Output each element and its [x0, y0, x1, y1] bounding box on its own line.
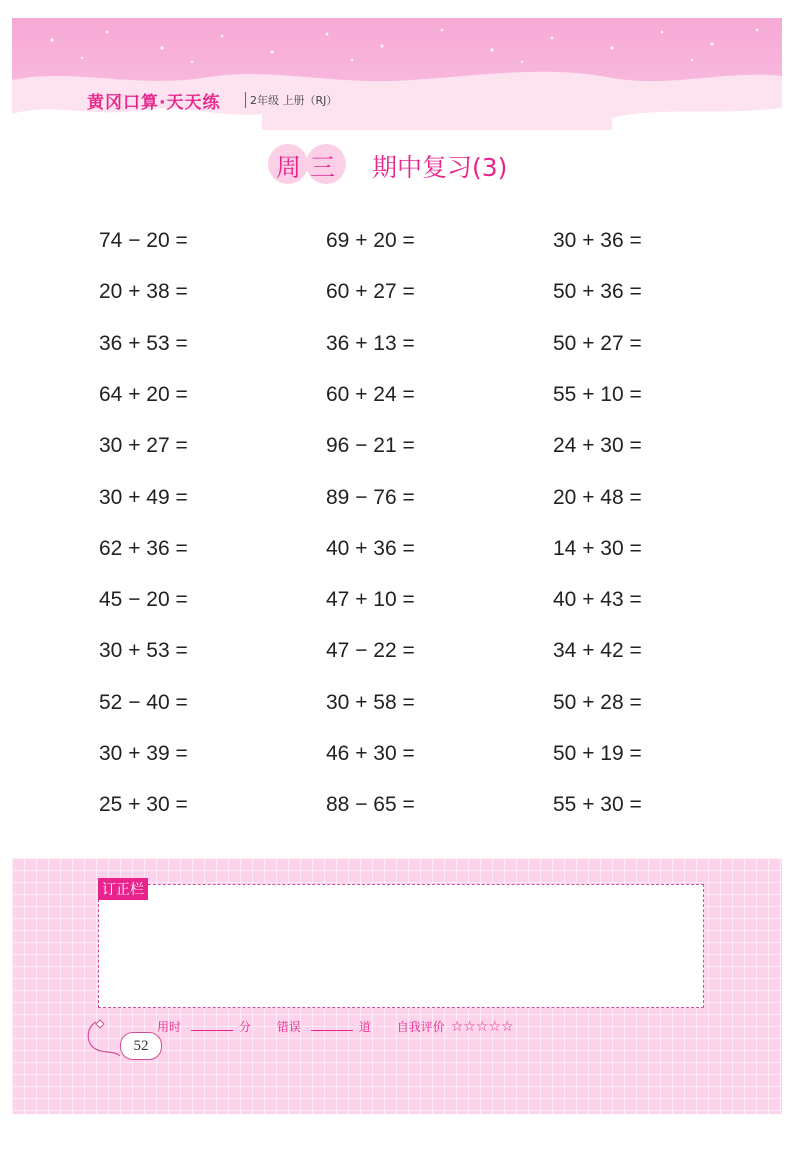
arithmetic-problem: 55 + 10 = — [553, 383, 642, 406]
title-row — [0, 142, 800, 188]
stats-line — [157, 1018, 520, 1035]
arithmetic-problem: 20 + 38 = — [99, 280, 188, 303]
self-eval-label: 自我评价 — [396, 1020, 445, 1034]
arithmetic-problem: 24 + 30 = — [553, 434, 642, 457]
swirl-decoration — [82, 1018, 122, 1062]
cloud-decoration — [12, 18, 782, 130]
time-label: 用时 — [157, 1020, 182, 1034]
arithmetic-problem: 30 + 58 = — [326, 691, 415, 714]
time-blank[interactable] — [191, 1030, 233, 1031]
arithmetic-problem: 14 + 30 = — [553, 537, 642, 560]
errors-blank[interactable] — [311, 1030, 353, 1031]
grade-label: 2年级 上册（RJ） — [245, 92, 337, 108]
arithmetic-problem: 50 + 19 = — [553, 742, 642, 765]
minutes-label: 分 — [239, 1020, 252, 1034]
arithmetic-problem: 47 − 22 = — [326, 639, 415, 662]
arithmetic-problem: 46 + 30 = — [326, 742, 415, 765]
arithmetic-problem: 36 + 53 = — [99, 332, 188, 355]
arithmetic-problem: 50 + 27 = — [553, 332, 642, 355]
correction-area[interactable] — [98, 884, 704, 1008]
page-header — [12, 18, 782, 130]
arithmetic-problem: 88 − 65 = — [326, 793, 415, 816]
arithmetic-problem: 30 + 49 = — [99, 486, 188, 509]
arithmetic-problem: 74 − 20 = — [99, 229, 188, 252]
arithmetic-problem: 30 + 36 = — [553, 229, 642, 252]
arithmetic-problem: 55 + 30 = — [553, 793, 642, 816]
rating-stars[interactable]: ☆☆☆☆☆ — [450, 1019, 514, 1035]
arithmetic-problem: 40 + 43 = — [553, 588, 642, 611]
arithmetic-problem: 34 + 42 = — [553, 639, 642, 662]
arithmetic-problem: 30 + 39 = — [99, 742, 188, 765]
page-title: 期中复习(3) — [372, 153, 508, 182]
arithmetic-problem: 20 + 48 = — [553, 486, 642, 509]
arithmetic-problem: 64 + 20 = — [99, 383, 188, 406]
arithmetic-problem: 60 + 27 = — [326, 280, 415, 303]
correction-label: 订正栏 — [98, 878, 148, 900]
arithmetic-problem: 96 − 21 = — [326, 434, 415, 457]
arithmetic-problem: 50 + 28 = — [553, 691, 642, 714]
arithmetic-problem: 50 + 36 = — [553, 280, 642, 303]
arithmetic-problem: 30 + 53 = — [99, 639, 188, 662]
arithmetic-problem: 30 + 27 = — [99, 434, 188, 457]
arithmetic-problem: 52 − 40 = — [99, 691, 188, 714]
arithmetic-problem: 25 + 30 = — [99, 793, 188, 816]
arithmetic-problem: 89 − 76 = — [326, 486, 415, 509]
arithmetic-problem: 69 + 20 = — [326, 229, 415, 252]
weekday-label: 周三 — [276, 153, 345, 182]
arithmetic-problem: 36 + 13 = — [326, 332, 415, 355]
footer-panel — [12, 858, 782, 1114]
brand-logo: 黄冈口算·天天练 — [87, 93, 221, 113]
count-label: 道 — [358, 1020, 371, 1034]
arithmetic-problem: 60 + 24 = — [326, 383, 415, 406]
arithmetic-problem: 62 + 36 = — [99, 537, 188, 560]
arithmetic-problem: 45 − 20 = — [99, 588, 188, 611]
page-number: 52 — [120, 1032, 162, 1060]
arithmetic-problem: 47 + 10 = — [326, 588, 415, 611]
errors-label: 错误 — [276, 1020, 301, 1034]
arithmetic-problem: 40 + 36 = — [326, 537, 415, 560]
